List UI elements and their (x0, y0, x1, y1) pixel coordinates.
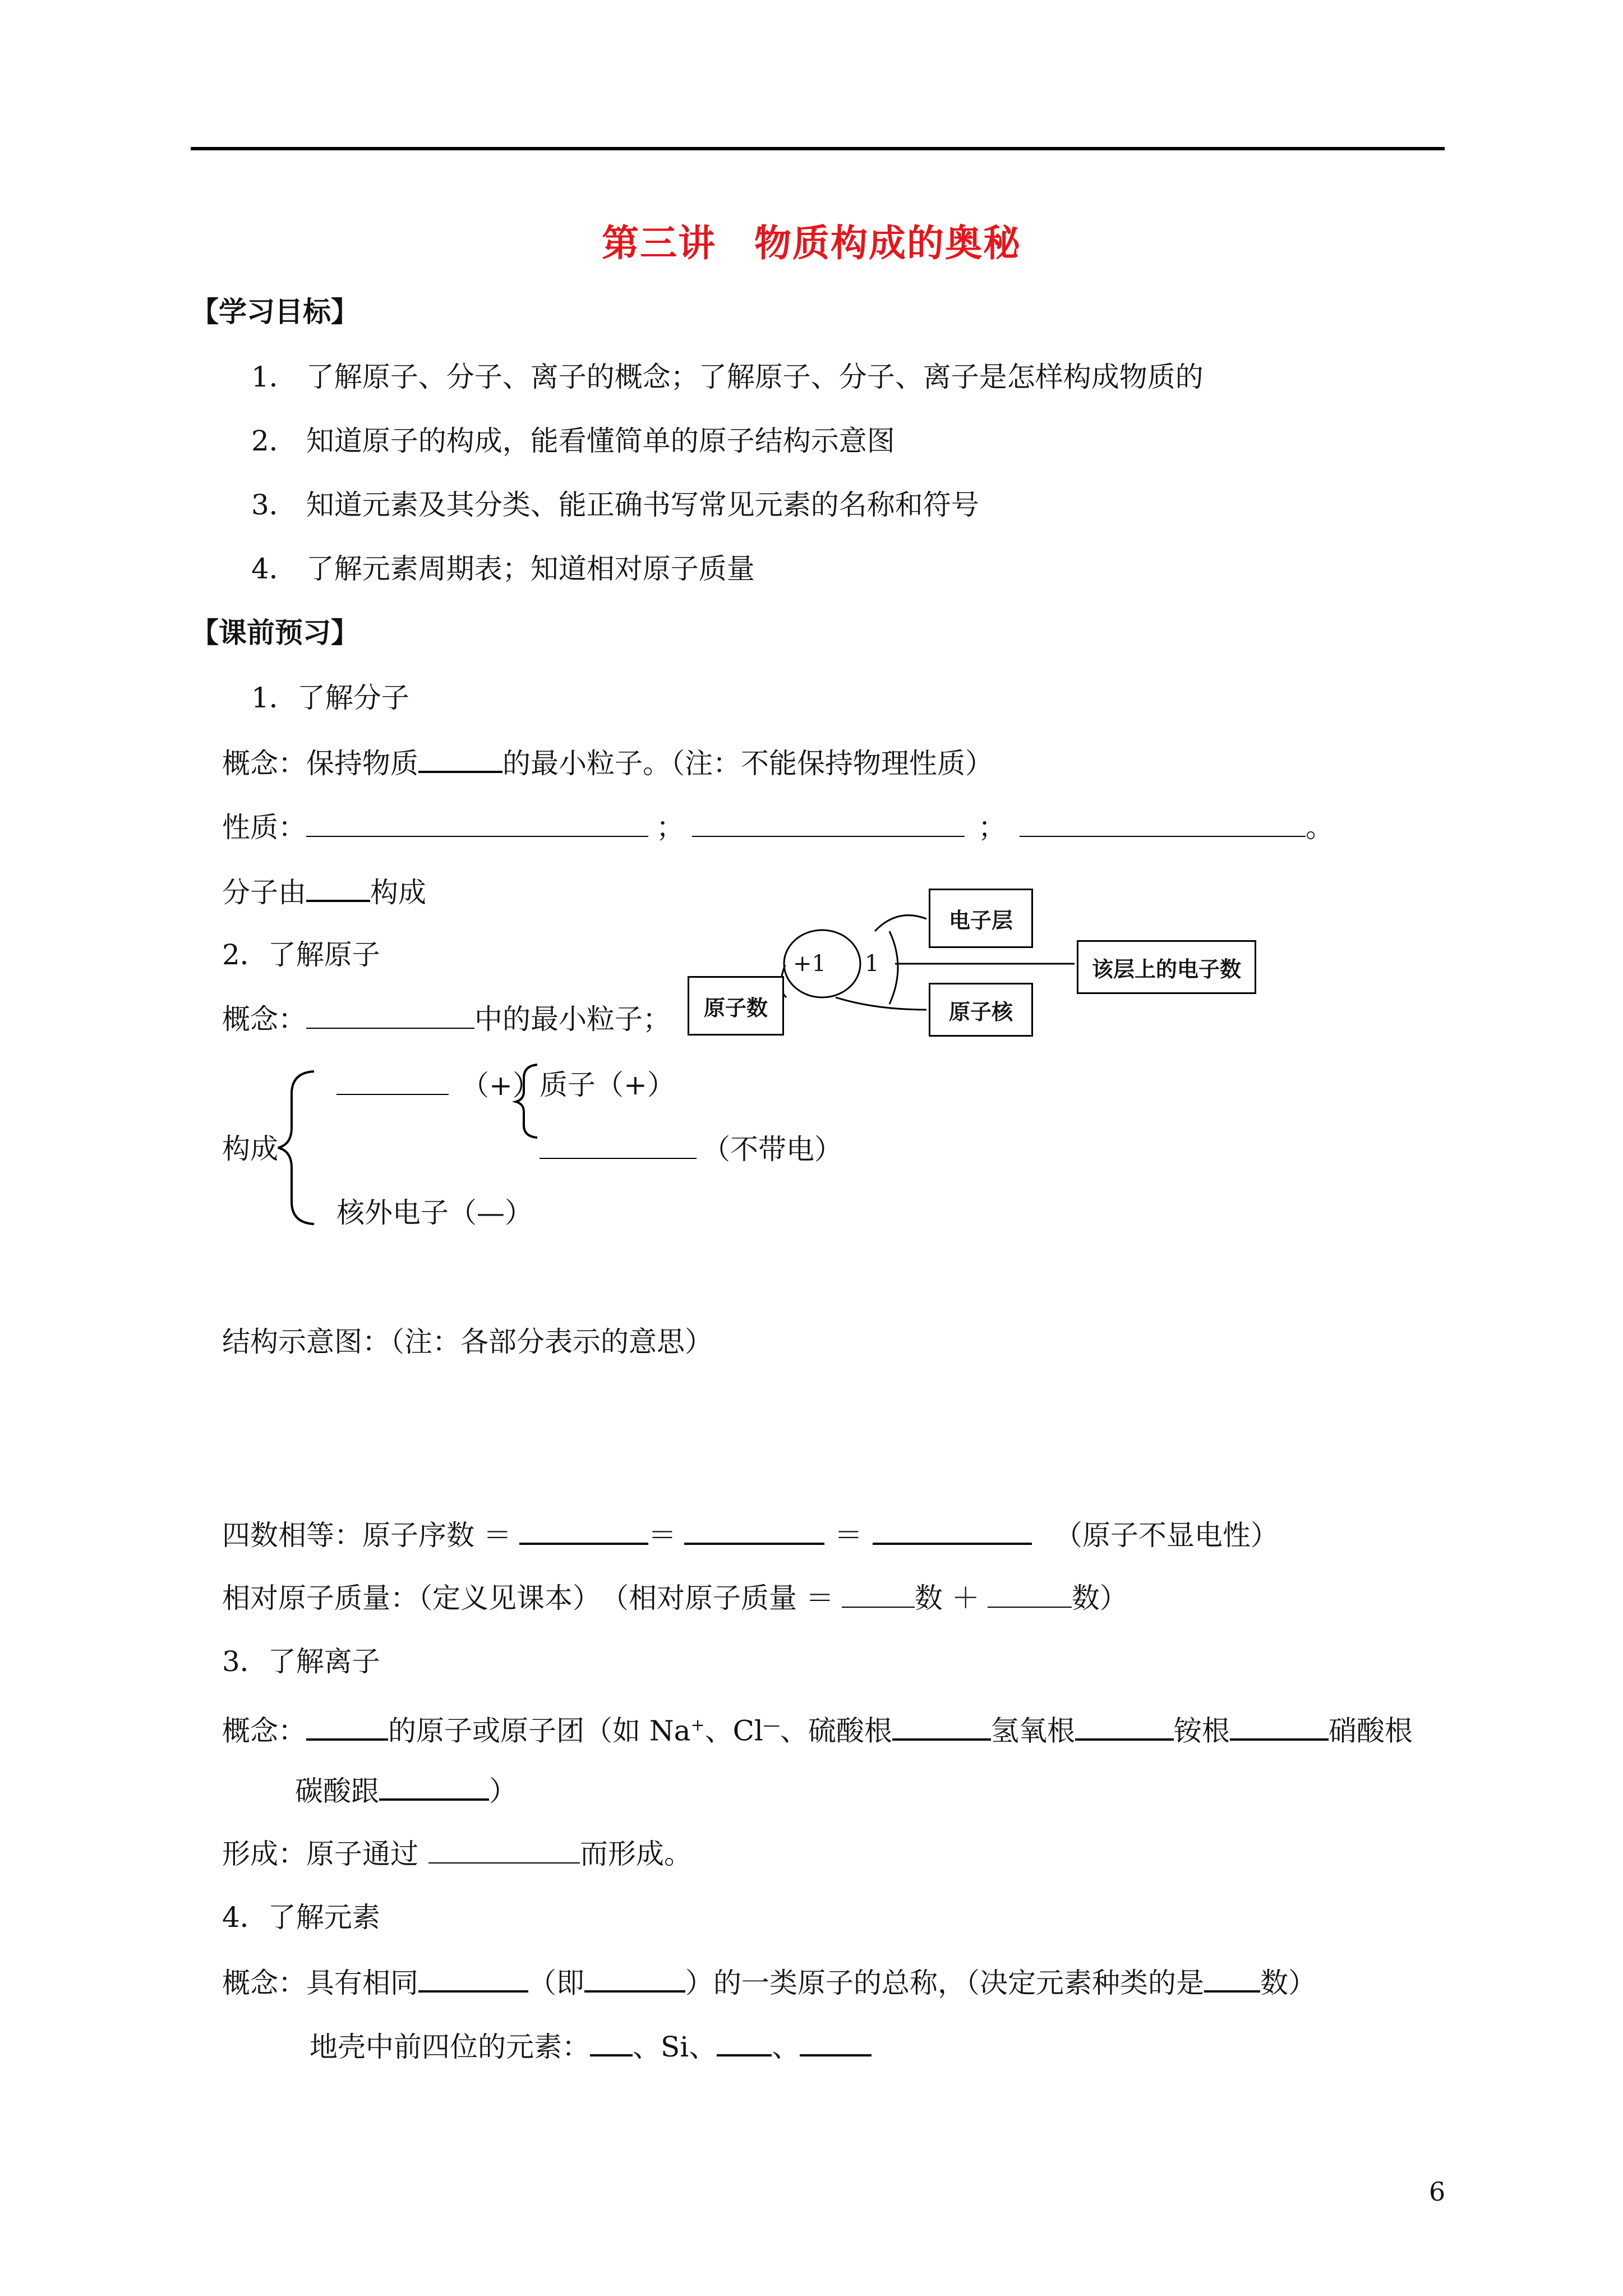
molecule-title: 1．了解分子 (251, 682, 409, 714)
molecule-concept-suffix: 的最小粒子。（注：不能保持物理性质） (502, 747, 993, 780)
cl-superscript: — (763, 1715, 780, 1735)
sulfate-blank[interactable] (892, 1713, 991, 1741)
ion-concept-sulfate: 、硫酸根 (780, 1714, 892, 1747)
carbonate-close: ） (489, 1775, 517, 1807)
formation-suffix: 而形成。 (580, 1838, 692, 1870)
element-concept-middle: ）的一类原子的总称，（决定元素种类的是 (685, 1967, 1204, 1999)
relative-mass-prefix: 相对原子质量：（定义见课本） （相对原子质量 ＝ (222, 1582, 834, 1614)
molecule-made-prefix: 分子由 (222, 876, 306, 909)
ion-concept-nitrate: 硝酸根 (1328, 1714, 1413, 1747)
objective-item-2: 2． 知道原子的构成，能看懂简单的原子结构示意图 (251, 425, 895, 457)
label-electron-count: 该层上的电子数 (1077, 940, 1256, 994)
element-blank-1[interactable] (418, 1964, 528, 1993)
page-number: 6 (1429, 2177, 1446, 2207)
four-equal-line (222, 1517, 1279, 1552)
label-atom-number: 原子数 (688, 976, 784, 1036)
relative-mass-blank-2[interactable] (988, 1581, 1072, 1608)
molecule-made-suffix: 构成 (370, 876, 426, 909)
ion-concept-ammonium: 铵根 (1173, 1714, 1230, 1747)
label-nucleus: 原子核 (929, 983, 1033, 1037)
nucleus-plus-charge: （+） (461, 1069, 541, 1102)
element-concept-prefix: 概念：具有相同 (222, 1967, 418, 1999)
objective-item-4: 4． 了解元素周期表；知道相对原子质量 (251, 553, 755, 585)
ion-concept-blank[interactable] (306, 1713, 388, 1741)
ion-title: 3．了解离子 (222, 1645, 380, 1678)
nucleus-charge: +1 (793, 951, 826, 977)
crust-elements-line (310, 2028, 872, 2064)
element-concept-line (222, 1964, 1316, 2000)
relative-mass-line (222, 1581, 1128, 1615)
composition-nucleus-line (336, 1068, 541, 1102)
element-concept-suffix: 数） (1260, 1967, 1316, 1999)
four-equal-blank-1[interactable] (519, 1517, 648, 1545)
ion-concept-cl: 、Cl (704, 1714, 763, 1747)
element-blank-3[interactable] (1204, 1964, 1260, 1993)
ion-concept-na: 的原子或原子团（如 Na (388, 1714, 691, 1747)
four-equal-suffix: （原子不显电性） (1054, 1519, 1279, 1552)
property-separator-2: ； (978, 811, 1006, 844)
composition-brace-large (278, 1071, 314, 1224)
ion-concept-hydroxide: 氢氧根 (990, 1714, 1075, 1747)
properties-label: 性质： (222, 811, 306, 844)
composition-label: 构成 (222, 1133, 278, 1165)
atom-concept-suffix: 中的最小粒子； (474, 1003, 671, 1036)
structure-diagram-note: 结构示意图：（注：各部分表示的意思） (222, 1326, 713, 1358)
element-concept-ie: （即 (528, 1967, 584, 1999)
label-electron-layer: 电子层 (929, 889, 1033, 948)
electron-shell-arc (889, 931, 898, 1004)
objective-item-3: 3． 知道元素及其分类、能正确书写常见元素的名称和符号 (251, 489, 979, 521)
ion-concept-line (222, 1709, 1413, 1748)
relative-mass-middle: 数 ＋ (914, 1582, 980, 1614)
pointer-nucleus (836, 997, 926, 1010)
carbonate-label: 碳酸跟 (295, 1775, 379, 1807)
four-equal-prefix: 四数相等：原子序数 ＝ (222, 1519, 511, 1552)
composition-electron: 核外电子（—） (336, 1197, 533, 1229)
hydroxide-blank[interactable] (1075, 1713, 1174, 1741)
property-separator-1: ； (656, 811, 684, 844)
crust-blank-1[interactable] (590, 2028, 633, 2056)
objectives-heading: 【学习目标】 (191, 295, 359, 328)
objective-item-1: 1． 了解原子、分子、离子的概念；了解原子、分子、离子是怎样构成物质的 (251, 361, 1204, 393)
crust-separator: 、 (772, 2031, 800, 2063)
ion-carbonate-line (295, 1773, 517, 1808)
four-equal-eq-1: ＝ (648, 1519, 676, 1552)
preview-heading: 【课前预习】 (191, 616, 359, 649)
element-title: 4．了解元素 (222, 1901, 380, 1934)
crust-blank-2[interactable] (717, 2028, 772, 2056)
ion-formation-line (222, 1837, 692, 1871)
four-equal-blank-2[interactable] (684, 1517, 824, 1545)
nucleus-blank[interactable] (336, 1068, 449, 1095)
neutron-blank[interactable] (540, 1132, 697, 1159)
atom-title: 2．了解原子 (222, 938, 380, 971)
crust-prefix: 地壳中前四位的元素： (310, 2031, 590, 2063)
na-superscript: + (690, 1715, 705, 1735)
properties-end: 。 (1306, 811, 1334, 844)
four-equal-blank-3[interactable] (873, 1517, 1032, 1545)
pointer-electron-layer (875, 915, 926, 931)
composition-neutron-line (540, 1132, 842, 1166)
element-blank-2[interactable] (584, 1964, 685, 1993)
ion-concept-prefix: 概念： (222, 1714, 306, 1747)
relative-mass-blank-1[interactable] (842, 1581, 915, 1608)
crust-middle: 、Si、 (633, 2031, 717, 2063)
formation-blank[interactable] (428, 1837, 580, 1864)
formation-prefix: 形成：原子通过 (222, 1838, 418, 1870)
carbonate-blank[interactable] (379, 1773, 489, 1801)
ammonium-blank[interactable] (1230, 1713, 1329, 1741)
crust-blank-3[interactable] (800, 2028, 872, 2056)
page-title: 第三讲 物质构成的奥秘 (602, 221, 1021, 265)
shell-electron-count: 1 (865, 951, 879, 977)
composition-proton: 质子（+） (540, 1069, 675, 1101)
molecule-concept-prefix: 概念：保持物质 (222, 747, 418, 780)
four-equal-eq-2: ＝ (834, 1519, 863, 1552)
relative-mass-suffix: 数） (1071, 1582, 1128, 1614)
atom-concept-prefix: 概念： (222, 1003, 306, 1036)
neutron-neutral: （不带电） (702, 1133, 842, 1166)
